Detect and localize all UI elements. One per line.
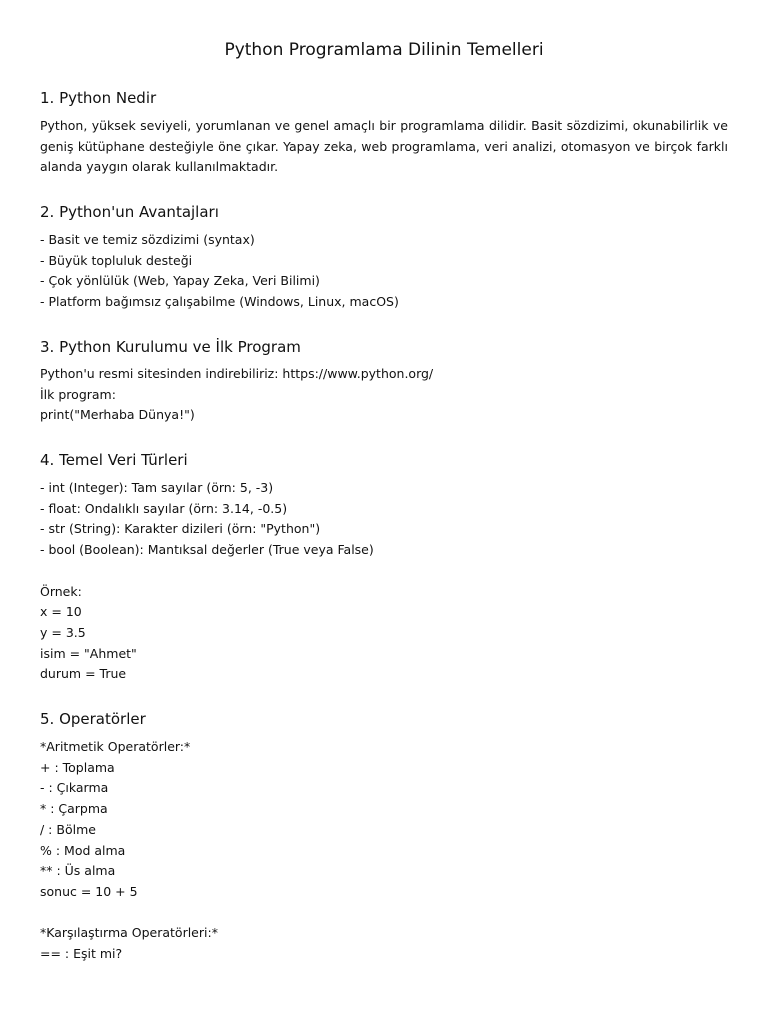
document-title: Python Programlama Dilinin Temelleri bbox=[224, 40, 544, 60]
section-heading-avantajlar: 2. Python'un Avantajları bbox=[40, 203, 219, 221]
list-item: - Basit ve temiz sözdizimi (syntax) bbox=[40, 232, 255, 247]
text-line: Örnek: bbox=[40, 583, 82, 599]
setup-lines bbox=[40, 364, 433, 426]
text-line: Python'u resmi sitesinden indirebiliriz: https://www.python.org/ bbox=[40, 366, 434, 381]
text-line: İlk program: bbox=[40, 386, 116, 402]
section-heading-python-nedir: 1. Python Nedir bbox=[40, 89, 157, 107]
text-line: *Aritmetik Operatörler:* bbox=[40, 739, 191, 754]
section-heading-operatorler: 5. Operatörler bbox=[40, 710, 146, 728]
blank-line bbox=[40, 561, 374, 582]
list-item: - float: Ondalıklı sayılar (örn: 3.14, -0.5) bbox=[40, 500, 288, 516]
code-line: sonuc = 10 + 5 bbox=[40, 883, 138, 899]
data-types-lines bbox=[40, 478, 374, 685]
list-item: - Platform bağımsız çalışabilme (Windows, Linux, macOS) bbox=[40, 294, 399, 310]
text-line: *Karşılaştırma Operatörleri:* bbox=[40, 925, 218, 941]
text-line: ** : Üs alma bbox=[40, 863, 116, 879]
section-heading-veri-turleri: 4. Temel Veri Türleri bbox=[40, 451, 188, 469]
list-item: - Çok yönlülük (Web, Yapay Zeka, Veri Bilimi) bbox=[40, 273, 320, 289]
blank-line bbox=[40, 903, 218, 924]
text-line: * : Çarpma bbox=[40, 801, 108, 817]
section-heading-kurulum: 3. Python Kurulumu ve İlk Program bbox=[40, 338, 301, 356]
list-item: - bool (Boolean): Mantıksal değerler (True veya False) bbox=[40, 542, 374, 558]
list-item: - Büyük topluluk desteği bbox=[40, 252, 193, 268]
text-line: % : Mod alma bbox=[40, 842, 126, 858]
text-line: == : Eşit mi? bbox=[40, 946, 123, 962]
code-line: isim = "Ahmet" bbox=[40, 645, 137, 661]
advantages-list bbox=[40, 230, 399, 313]
code-line: y = 3.5 bbox=[40, 624, 86, 640]
code-line: print("Merhaba Dünya!") bbox=[40, 407, 195, 423]
text-line: - : Çıkarma bbox=[40, 780, 109, 796]
text-line: + : Toplama bbox=[40, 759, 115, 775]
text-line: / : Bölme bbox=[40, 821, 96, 837]
code-line: durum = True bbox=[40, 666, 127, 682]
code-line: x = 10 bbox=[40, 604, 82, 620]
list-item: - int (Integer): Tam sayılar (örn: 5, -3) bbox=[40, 480, 274, 495]
list-item: - str (String): Karakter dizileri (örn: "Python") bbox=[40, 521, 321, 537]
section-paragraph-python-nedir: Python, yüksek seviyeli, yorumlanan ve genel amaçlı bir programlama dilidir. Basit sözdizimi, okunabilirlik ve geniş kütüphane desteğiyle öne çıkar. Yapay zeka, web programlama, veri analizi, otomasyon ve birçok farklı alanda yaygın olarak kullanılmaktadır. bbox=[40, 118, 728, 175]
operators-lines bbox=[40, 737, 218, 965]
